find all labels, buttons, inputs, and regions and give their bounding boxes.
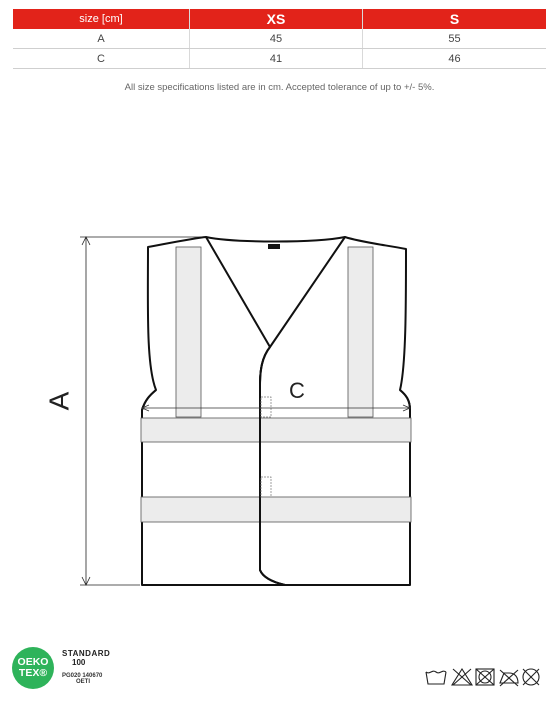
cell-value: 41: [190, 49, 363, 69]
table-row: [13, 29, 546, 49]
care-symbols: [424, 666, 542, 688]
oeko-tex-logo: OEKO TEX®: [12, 647, 54, 689]
size-header-s: S: [363, 9, 547, 29]
size-table: [13, 9, 546, 69]
cell-value: 55: [363, 29, 547, 49]
table-row: [13, 49, 546, 69]
do-not-tumble-dry-icon: [476, 669, 494, 685]
vest-illustration: [0, 225, 559, 600]
oeko-tex-badge: [12, 647, 111, 689]
do-not-dry-clean-icon: [523, 669, 539, 685]
neck-label: [268, 244, 280, 249]
vest-drawing: [0, 225, 559, 600]
size-note: All size specifications listed are in cm. Accepted tolerance of up to +/- 5%.: [124, 82, 435, 93]
cell-value: 46: [363, 49, 547, 69]
wash-30-icon: [426, 671, 446, 684]
size-table-header-row: [13, 9, 546, 29]
dimension-c-label: C: [289, 378, 305, 403]
do-not-bleach-icon: [452, 669, 472, 685]
standard-number: 100: [72, 658, 86, 667]
row-label: A: [13, 29, 190, 49]
cell-value: 45: [190, 29, 363, 49]
size-header-label: size [cm]: [13, 9, 190, 29]
certificate-code: PG020 140670: [62, 673, 103, 679]
row-label: C: [13, 49, 190, 69]
dimension-a-label: A: [43, 391, 75, 411]
institute-name: OETI: [76, 679, 91, 685]
do-not-iron-icon: [500, 670, 518, 686]
standard-label: STANDARD: [62, 649, 111, 658]
size-header-xs: XS: [190, 9, 363, 29]
